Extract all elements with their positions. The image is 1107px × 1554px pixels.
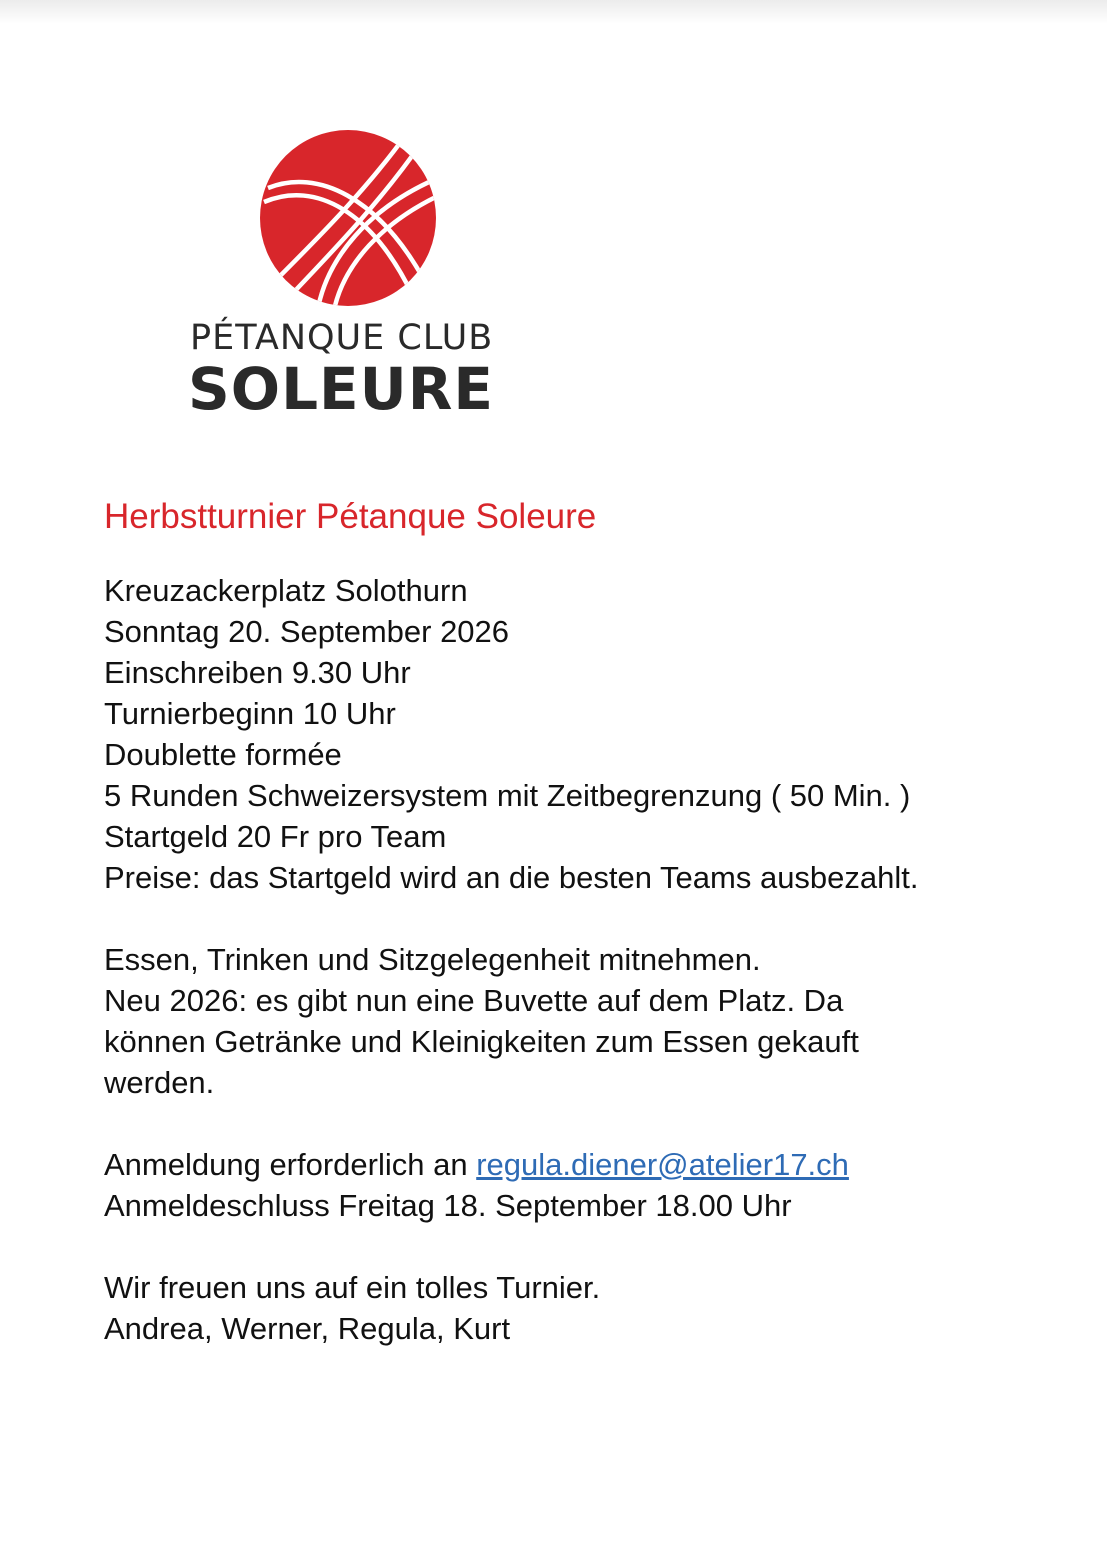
logo-text-club: PÉTANQUE CLUB (190, 318, 494, 358)
food-line: Neu 2026: es gibt nun eine Buvette auf dem Platz. Da (104, 983, 844, 1018)
spacer (104, 1103, 1064, 1144)
detail-format: Doublette formée (104, 737, 342, 772)
detail-checkin: Einschreiben 9.30 Uhr (104, 655, 411, 690)
spacer (104, 898, 1064, 939)
top-shade (0, 0, 1107, 24)
food-line: werden. (104, 1065, 215, 1100)
food-line: Essen, Trinken und Sitzgelegenheit mitnehmen. (104, 942, 761, 977)
detail-prizes: Preise: das Startgeld wird an die besten Teams ausbezahlt. (104, 860, 919, 895)
food-info (104, 939, 1064, 1103)
email-link[interactable]: regula.diener@atelier17.ch (476, 1147, 849, 1182)
registration-line (104, 1144, 1064, 1185)
registration-info (104, 1144, 1064, 1226)
detail-start: Turnierbeginn 10 Uhr (104, 696, 396, 731)
closing (104, 1267, 1064, 1349)
detail-rounds: 5 Runden Schweizersystem mit Zeitbegrenzung ( 50 Min. ) (104, 778, 911, 813)
spacer (104, 1226, 1064, 1267)
detail-location: Kreuzackerplatz Solothurn (104, 573, 468, 608)
tournament-details (104, 570, 1064, 898)
organizers: Andrea, Werner, Regula, Kurt (104, 1311, 511, 1346)
registration-prefix: Anmeldung erforderlich an (104, 1147, 477, 1182)
petanque-ball-icon (258, 128, 438, 308)
food-line: können Getränke und Kleinigkeiten zum Essen gekauft (104, 1024, 859, 1059)
logo-text-soleure: SOLEURE (188, 355, 495, 423)
registration-deadline: Anmeldeschluss Freitag 18. September 18.00 Uhr (104, 1188, 792, 1223)
detail-date: Sonntag 20. September 2026 (104, 614, 510, 649)
club-logo (185, 128, 515, 428)
detail-fee: Startgeld 20 Fr pro Team (104, 819, 447, 854)
announcement (104, 493, 1064, 1349)
page-title: Herbstturnier Pétanque Soleure (104, 497, 597, 536)
closing-message: Wir freuen uns auf ein tolles Turnier. (104, 1270, 601, 1305)
